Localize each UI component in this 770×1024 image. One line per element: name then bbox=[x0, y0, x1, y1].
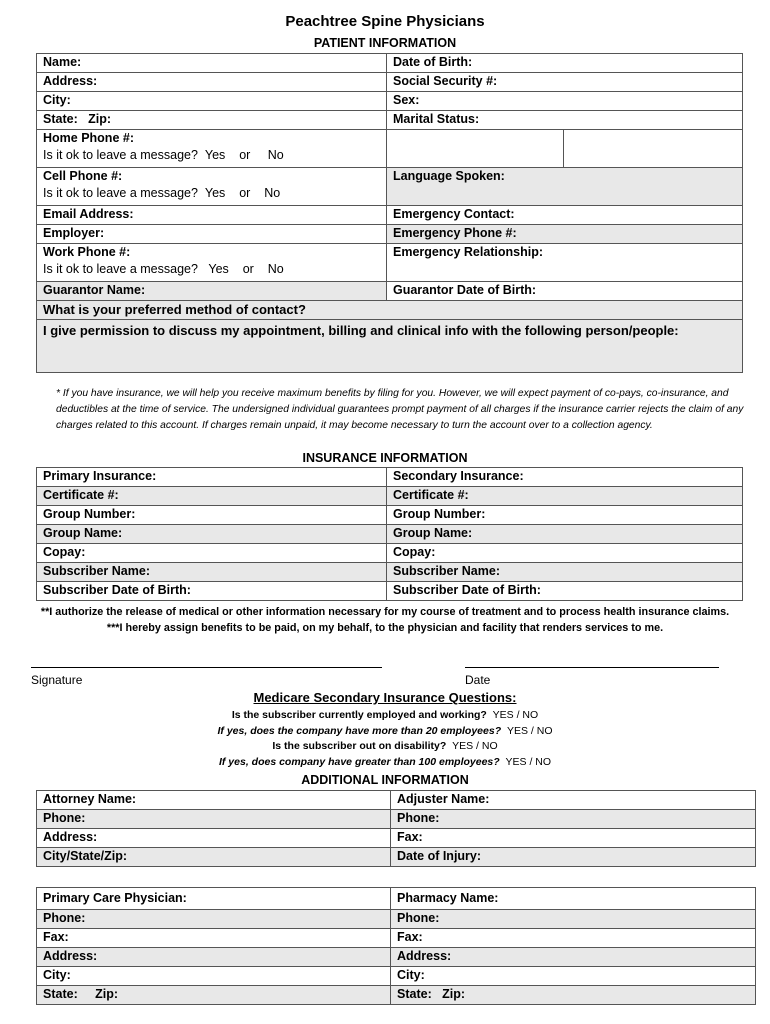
pharmacy-state-zip-field[interactable]: State: Zip: bbox=[391, 986, 756, 1005]
language-field[interactable]: Language Spoken: bbox=[387, 168, 743, 206]
patient-info-table bbox=[36, 53, 743, 373]
emergency-relationship-field[interactable]: Emergency Relationship: bbox=[387, 244, 743, 282]
sex-field[interactable]: Sex: bbox=[387, 92, 743, 111]
pcp-city-field[interactable]: City: bbox=[37, 967, 391, 986]
patient-section-title: PATIENT INFORMATION bbox=[313, 36, 457, 50]
primary-subscriber-name-field[interactable]: Subscriber Name: bbox=[37, 563, 387, 582]
secondary-certificate-field[interactable]: Certificate #: bbox=[387, 487, 743, 506]
secondary-subscriber-dob-field[interactable]: Subscriber Date of Birth: bbox=[387, 582, 743, 601]
pharmacy-phone-field[interactable]: Phone: bbox=[391, 910, 756, 929]
practice-name: Peachtree Spine Physicians bbox=[285, 13, 485, 30]
secondary-subscriber-name-field[interactable]: Subscriber Name: bbox=[387, 563, 743, 582]
pharmacy-name-field[interactable]: Pharmacy Name: bbox=[391, 888, 756, 910]
pcp-state-zip-field[interactable]: State: Zip: bbox=[37, 986, 391, 1005]
guarantor-name-field[interactable]: Guarantor Name: bbox=[37, 282, 387, 301]
medicare-q1-answer[interactable]: YES / NO bbox=[492, 709, 539, 721]
primary-group-name-field[interactable]: Group Name: bbox=[37, 525, 387, 544]
attorney-name-field[interactable]: Attorney Name: bbox=[37, 791, 391, 810]
date-label: Date bbox=[465, 673, 491, 687]
pharmacy-fax-field[interactable]: Fax: bbox=[391, 929, 756, 948]
blank-cell-left[interactable] bbox=[387, 130, 564, 168]
emergency-contact-field[interactable]: Emergency Contact: bbox=[387, 206, 743, 225]
city-field[interactable]: City: bbox=[37, 92, 387, 111]
pcp-address-field[interactable]: Address: bbox=[37, 948, 391, 967]
adjuster-phone-field[interactable]: Phone: bbox=[391, 810, 756, 829]
primary-certificate-field[interactable]: Certificate #: bbox=[37, 487, 387, 506]
insurance-note: * If you have insurance, we will help you receive maximum benefits by filing for you. However, we will expect payment of co-pays, co-insurance, and deductibles at the time of service. The undersigned individual guarantees prompt payment of all charges if the insurance carrier rejects the claim of any charges related to this account. If charges remain unpaid, it may become necessary to turn the account over to a collection agency. bbox=[56, 388, 744, 431]
pcp-field[interactable]: Primary Care Physician: bbox=[37, 888, 391, 910]
medicare-q4-answer[interactable]: YES / NO bbox=[505, 756, 552, 768]
name-field[interactable]: Name: bbox=[37, 54, 387, 73]
assign-benefits: ***I hereby assign benefits to be paid, on my behalf, to the physician and facility that renders services to me. bbox=[106, 622, 664, 634]
pcp-phone-field[interactable]: Phone: bbox=[37, 910, 391, 929]
attorney-table bbox=[36, 790, 756, 867]
adjuster-name-field[interactable]: Adjuster Name: bbox=[391, 791, 756, 810]
medicare-q2: If yes, does the company have more than 20 employees? YES / NO bbox=[217, 725, 553, 737]
medicare-q2-answer[interactable]: YES / NO bbox=[506, 725, 553, 737]
employer-field[interactable]: Employer: bbox=[37, 225, 387, 244]
pharmacy-address-field[interactable]: Address: bbox=[391, 948, 756, 967]
primary-subscriber-dob-field[interactable]: Subscriber Date of Birth: bbox=[37, 582, 387, 601]
adjuster-fax-field[interactable]: Fax: bbox=[391, 829, 756, 848]
medicare-q1: Is the subscriber currently employed and working? YES / NO bbox=[231, 709, 539, 721]
preferred-contact-field[interactable]: What is your preferred method of contact? bbox=[37, 301, 743, 320]
date-of-injury-field[interactable]: Date of Injury: bbox=[391, 848, 756, 867]
work-phone-field[interactable]: Work Phone #: Is it ok to leave a message? Yes or No bbox=[37, 244, 387, 282]
primary-group-number-field[interactable]: Group Number: bbox=[37, 506, 387, 525]
home-phone-field[interactable]: Home Phone #: Is it ok to leave a message? Yes or No bbox=[37, 130, 387, 168]
insurance-section-title: INSURANCE INFORMATION bbox=[302, 451, 468, 465]
email-field[interactable]: Email Address: bbox=[37, 206, 387, 225]
dob-field[interactable]: Date of Birth: bbox=[387, 54, 743, 73]
blank-cell-right[interactable] bbox=[564, 130, 743, 168]
secondary-insurance-field[interactable]: Secondary Insurance: bbox=[387, 468, 743, 487]
secondary-group-number-field[interactable]: Group Number: bbox=[387, 506, 743, 525]
medicare-q3-answer[interactable]: YES / NO bbox=[452, 740, 498, 752]
cell-phone-field[interactable]: Cell Phone #: Is it ok to leave a message? Yes or No bbox=[37, 168, 387, 206]
release-authorization: **I authorize the release of medical or other information necessary for my course of treatment and to process health insurance claims. bbox=[40, 606, 730, 618]
medicare-q3: Is the subscriber out on disability? YES / NO bbox=[272, 740, 498, 752]
ssn-field[interactable]: Social Security #: bbox=[387, 73, 743, 92]
date-line[interactable] bbox=[465, 667, 719, 668]
signature-line[interactable] bbox=[31, 667, 382, 668]
secondary-copay-field[interactable]: Copay: bbox=[387, 544, 743, 563]
insurance-table bbox=[36, 467, 743, 601]
pcp-pharmacy-table bbox=[36, 887, 756, 1005]
address-field[interactable]: Address: bbox=[37, 73, 387, 92]
additional-section-title: ADDITIONAL INFORMATION bbox=[301, 773, 469, 787]
attorney-phone-field[interactable]: Phone: bbox=[37, 810, 391, 829]
emergency-phone-field[interactable]: Emergency Phone #: bbox=[387, 225, 743, 244]
attorney-city-state-zip-field[interactable]: City/State/Zip: bbox=[37, 848, 391, 867]
guarantor-dob-field[interactable]: Guarantor Date of Birth: bbox=[387, 282, 743, 301]
permission-field[interactable]: I give permission to discuss my appointment, billing and clinical info with the following person/people: bbox=[37, 320, 743, 373]
medicare-title: Medicare Secondary Insurance Questions: bbox=[253, 690, 517, 705]
primary-insurance-field[interactable]: Primary Insurance: bbox=[37, 468, 387, 487]
primary-copay-field[interactable]: Copay: bbox=[37, 544, 387, 563]
pcp-fax-field[interactable]: Fax: bbox=[37, 929, 391, 948]
secondary-group-name-field[interactable]: Group Name: bbox=[387, 525, 743, 544]
state-zip-field[interactable]: State: Zip: bbox=[37, 111, 387, 130]
signature-label: Signature bbox=[31, 673, 83, 687]
pharmacy-city-field[interactable]: City: bbox=[391, 967, 756, 986]
attorney-address-field[interactable]: Address: bbox=[37, 829, 391, 848]
marital-status-field[interactable]: Marital Status: bbox=[387, 111, 743, 130]
medicare-q4: If yes, does company have greater than 100 employees? YES / NO bbox=[218, 756, 552, 768]
